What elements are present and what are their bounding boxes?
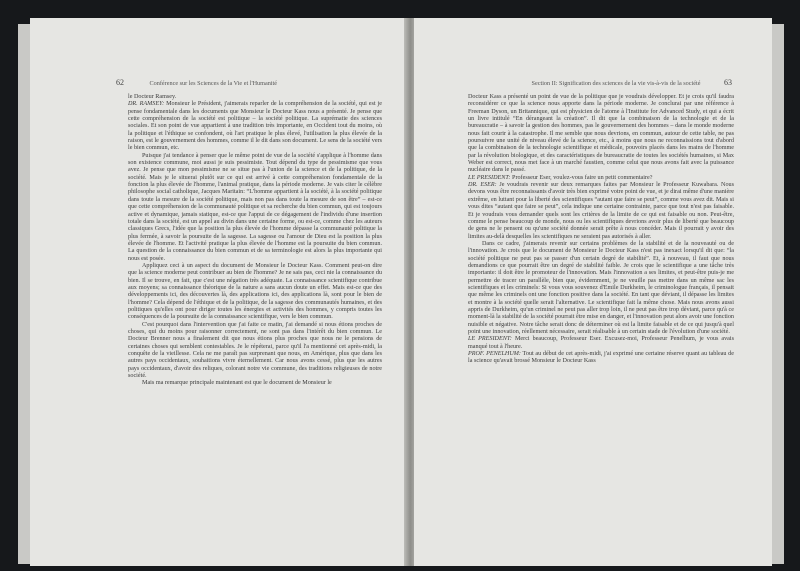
paragraph (468, 94, 734, 175)
paragraph-text: le Docteur Ramsey. (128, 94, 177, 100)
paragraph-text: Puisque j'ai tendance à penser que le même point de vue de la société s'applique à l'homme dans son existence commune, moi aussi je suis pessimiste. Tout dépend du type de pessimisme que vous avez. Je pense que mon pessimisme ne se situe pas à l'union de la science et de la politique, de la société. Mais je le situerai plutôt sur ce qui est arrivé à cette compréhension fondamentale de la fonction la plus élevée de l'homme, l'animal pratique, dans la période moderne. Je vais citer le célèbre philosophe social catholique, Jacques Maritain: “L'homme appartient à la société, à la société politique dans toute la mesure de la société politique, mais non pas dans toute la mesure de son être” – est-ce que cette compréhension de la communauté politique et sa recherche du bien commun, qui est toujours active et dynamique, jamais statique, est-ce que l'appui de ce dégagement de l'individu d'une insertion totale dans la société, est un appel au divin dans une certaine forme, ou est-ce, comme chez les auteurs classiques Grecs, l'idée que la position la plus élevée de l'homme dépasse la communauté politique la plus fermée, à savoir la poursuite de la sagesse. La sagesse ou l'amour de Dieu est la position la plus élevée de l'homme. Et l'activité pratique la plus élevée de l'homme est la poursuite du bien commun. La question de la connaissance du bien commun et de sa terminologie est alors la plus importante qui nous est posée. (128, 152, 382, 262)
paragraph-text: Merci beaucoup, Professeur Eser. Excusez-moi, Professeur Penelhum, je vous avais manqué tout à l'heure. (468, 336, 734, 350)
paragraph (128, 263, 382, 322)
paragraph-text: Appliquez ceci à un aspect du document de Monsieur le Docteur Kass. Comment peut-on dire que la science moderne peut contribuer au bien de l'homme? Je ne sais pas, ceci nie la connaissance du bien. Il se trouve, en fait, que c'est une négation très adéquate. La connaissance scientifique contribue aux moyens; sa connaissance théorique de la nature a sans aucun doute un effet. Mais est-ce que des développements ici, des découvertes là, des applications ici, des applications là, sont pour le bien de l'homme? Cela dépend de l'éthique et de la politique, de la sagesse des communautés humaines, et des politiques qu'elles ont pour diriger toutes les énergies et activités des hommes, y compris toutes les conséquences de la poursuite de la connaissance scientifique, vers le bien commun. (128, 262, 382, 321)
paragraph-text: Tout au début de cet après-midi, j'ai exprimé une certaine réserve quant au tableau de la science qu'avait brossé Monsieur le Docteur Kass (468, 351, 734, 365)
right-page-stack-edge (770, 24, 784, 564)
paragraph (128, 94, 382, 101)
paragraph-text: Mais ma remarque principale maintenant est que le document de Monsieur le (142, 380, 332, 387)
paragraph-text: Monsieur le Président, j'aimerais reparler de la compréhension de la société, qui est je pense fondamentale dans les documents que Monsieur le Docteur Kass nous a présenté. Je pense que cette compréhension de la société est politique – la société politique. La suprématie des sciences sociales. Et son point de vue appartient à une tradition très importante, en Occident tout du moins, où la politique et l'éthique se confondent, où l'art pratique le plus élevé, l'utilisation la plus élevée de la raison, est le gouvernement des hommes, comme il le dit dans son document. Le sens de la société vers le bien commun, etc. (128, 101, 382, 152)
paragraph-text: Dans ce cadre, j'aimerais revenir sur certains problèmes de la stabilité et de la nouveauté ou de l'innovation. Je crois que le document de Monsieur le Docteur Kass n'est pas inexact lorsqu'il dit que: “la société politique ne peut pas se passer d'un certain degré de stabilité”. Et, à nouveau, il faut que nous demandions ce que pourrait être un degré de stabilité faible. Je crois que le scientifique a une tâche très importante: il doit être le promoteur de l'innovation. Mais l'innovation a ses limites, et peut-être puis-je me permettre de tracer un parallèle, bien que, évidemment, je ne veuille pas mettre dans un même sac les scientifiques et les criminels: Si vous vous souvenez d'Emile Durkheim, le criminologue français, il pensait que même les criminels ont une fonction positive dans la société. En tant que déviant, il dépasse les limites et montre à la société quelle serait l'alternative. Le scientifique fait la même chose. Mais nous avons aussi appris de Durkheim, qu'un criminel ne peut pas aller trop loin, il ne peut pas être trop déviant, parce qu'à ce moment-là la stabilité de la société pourrait être mise en danger, et l'innovation peut alors avoir une fonction nuisible et négative. Notre tâche serait donc de déterminer où est la limite faisable et de ce qui jusqu'à quel point une innovation, réellement nécessaire, serait réalisable à un certain stade de l'évolution d'une société. (468, 240, 734, 335)
speaker-label: LE PRESIDENT: (468, 174, 511, 181)
paragraph (128, 322, 382, 381)
right-page (414, 18, 772, 566)
speaker-label: DR. ESER: (468, 182, 497, 189)
paragraph-text: Je voudrais revenir sur deux remarques faites par Monsieur le Professeur Kuwabara. Nous devons vous être reconnaissants d'avoir très bien exprimé votre point de vue, et je dirai même d'une manière extrême, en luttant pour la liberté des scientifiques “autant que faire se peut”, comme vous avez dit. Mais si vous dites “autant que faire se peut”, cela indique une certaine contrainte, parce que tout n'est pas faisable. Et je voudrais vous demander quels sont les critères de la limite de ce qui est faisable ou non. Peut-être, comme le pense beaucoup de monde, nous ou les scientifiques devrions avoir plus de liberté que beaucoup de gens ne le pensent ou qu'une société donnée serait prête à nous concéder. Mais il pourrait y avoir des limites au-delà desquelles les scientifiques ne seraient pas autorisés à aller. (468, 182, 734, 240)
paragraph-text: Docteur Kass a présenté un point de vue de la politique que je voudrais développer. Et je crois qu'il faudra reconsidérer ce que la science nous apporte dans la période moderne. Je conclurai par une référence à Freeman Dyson, un Britannique, qui est physicien de l'atome à l'Institute for Advanced Study, et qui a écrit un livre intitulé “En dérangeant la création”. Il dit que la combinaison de la technologie et de la bureaucratie – à savoir la gestion des hommes, pas le gouvernement des hommes – dans le monde moderne nous fait courir à la catastrophe. Il me semble que nous devrions, en commun, autour de cette table, ne pas poursuivre une unité de niveau élevé de la science, etc., à moins que nous ne reconnaissions tout d'abord que la combinaison de la technologie scientifique et médicale, pouvoirs placés dans les mains de l'homme par la révolution biologique, et des caractéristiques de bureaucratie de toutes les sociétés humaines, si Max Weber est correct, nous met face à un marché faustien, comme celui que nous avons fait avec la puissance nucléaire dans le passé. (468, 94, 734, 174)
paragraph (128, 153, 382, 263)
right-page-body (468, 94, 734, 564)
speaker-label: DR. RAMSEY: (128, 101, 165, 108)
speaker-label: PROF. PENELHUM: (468, 351, 521, 358)
paragraph (128, 380, 382, 387)
paragraph-text: Professeur Eser, voulez-vous faire un petit commentaire? (512, 174, 653, 181)
right-page-number: 63 (724, 78, 732, 87)
paragraph (468, 241, 734, 336)
paragraph (468, 182, 734, 241)
left-header-title: Conférence sur les Sciences de la Vie et l'Humanité (149, 80, 277, 87)
left-page (30, 18, 408, 566)
paragraph (468, 336, 734, 351)
paragraph (468, 351, 734, 366)
paragraph (128, 101, 382, 152)
right-header-title: Section II: Signification des sciences de la vie vis-à-vis de la société (531, 80, 701, 87)
speaker-label: LE PRESIDENT: (468, 336, 512, 343)
left-running-header (116, 78, 277, 87)
right-running-header (532, 78, 732, 87)
left-page-number: 62 (116, 78, 124, 87)
open-book-spread (12, 18, 788, 566)
left-page-body (128, 94, 382, 564)
paragraph-text: C'est pourquoi dans l'intervention que j'ai faite ce matin, j'ai demandé si nous étions proches de choses, qui du moins pour raisonner correctement, ne sont pas dans l'intérêt du bien commun. Le Docteur Brenner nous a finalement dit que nous étions plus proches que nous ne le pensions de certaines choses qui semblent contestables. Je le répéterai, parce qu'il l'a mentionné cet après-midi, la conquête de la vieillesse. Cela ne me paraît pas surprenant que nous, en Amérique, plus que dans les autres pays occidentaux, souhaitions vivre éternellement. Car nous avons cessé, plus que les autres pays occidentaux, d'avoir des reliques, colorant notre vie commune, des traditions religieuses de notre société. (128, 321, 382, 380)
